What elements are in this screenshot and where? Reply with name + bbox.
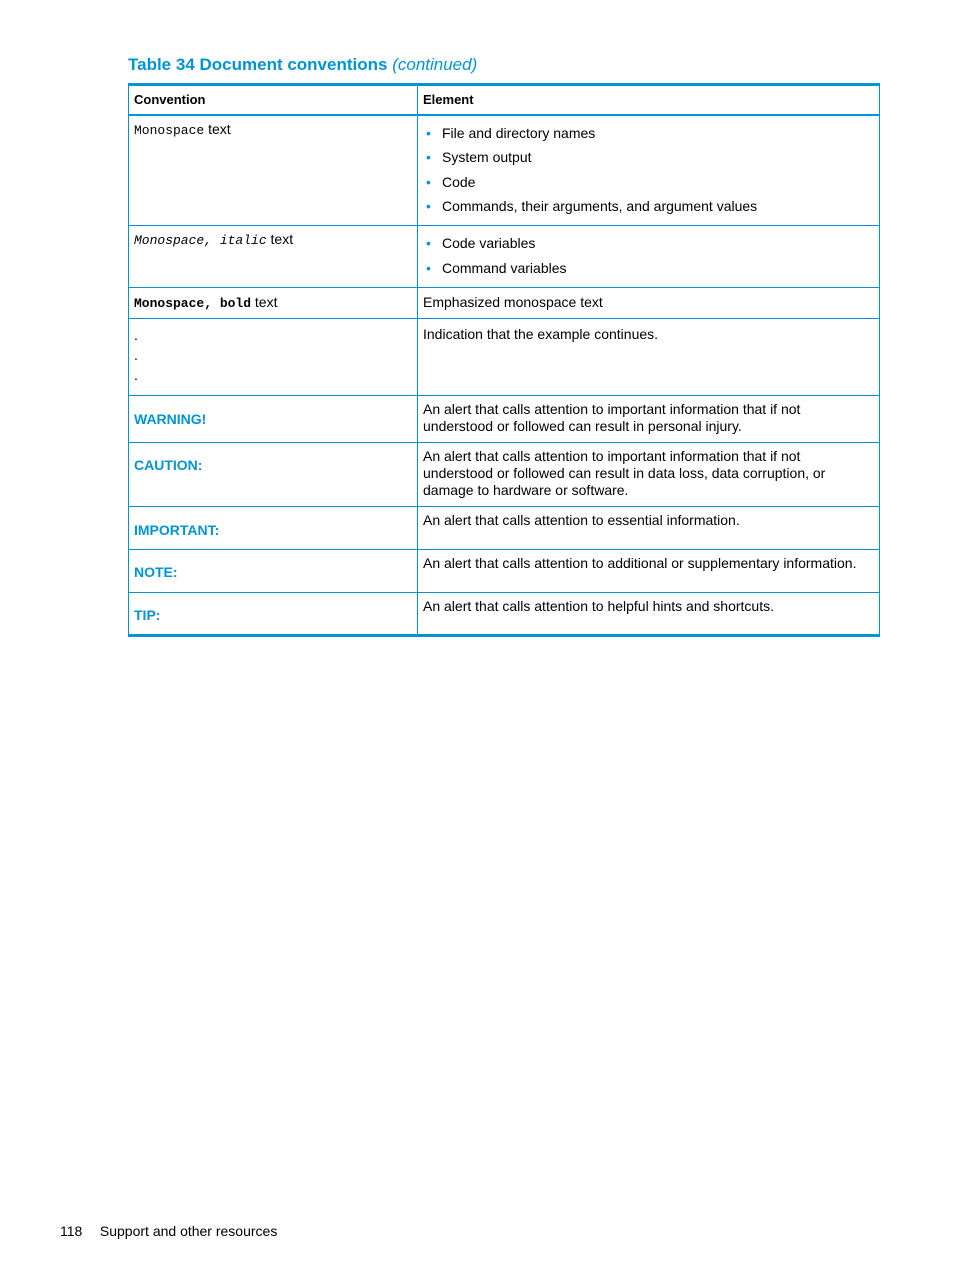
element-cell: Emphasized monospace text <box>418 288 880 319</box>
convention-cell <box>129 396 418 443</box>
list-item <box>423 145 874 170</box>
dot-line: . <box>134 367 138 383</box>
element-cell: Indication that the example continues. <box>418 319 880 396</box>
monospace-italic-sample: Monospace, italic <box>134 233 267 248</box>
convention-cell <box>129 593 418 636</box>
bullet-icon: • <box>426 235 431 251</box>
table-row <box>129 115 880 226</box>
list-item-text: Command variables <box>442 259 567 276</box>
element-cell <box>418 226 880 288</box>
page-number: 118 <box>60 1223 83 1239</box>
table-row <box>129 593 880 636</box>
convention-cell <box>129 443 418 507</box>
element-cell <box>418 115 880 226</box>
list-item <box>423 170 874 195</box>
list-item-text: Code <box>442 173 476 190</box>
bullet-icon: • <box>426 149 431 165</box>
document-conventions-table <box>128 83 880 637</box>
table-row <box>129 443 880 507</box>
dot-line: . <box>134 347 138 363</box>
tip-label: TIP: <box>134 607 161 623</box>
bullet-list <box>423 121 874 219</box>
convention-cell <box>129 507 418 550</box>
bullet-icon: • <box>426 198 431 214</box>
sample-suffix: text <box>208 120 231 137</box>
table-caption <box>128 55 477 75</box>
table-row <box>129 288 880 319</box>
convention-cell <box>129 226 418 288</box>
table-row <box>129 319 880 396</box>
footer-section-title: Support and other resources <box>99 1223 278 1239</box>
convention-cell <box>129 319 418 396</box>
monospace-bold-sample: Monospace, bold <box>134 296 252 311</box>
header-element: Element <box>418 85 880 115</box>
element-cell: An alert that calls attention to essential information. <box>418 507 880 550</box>
element-cell: An alert that calls attention to important information that if not understood or followed can result in personal injury. <box>418 396 880 443</box>
table-continued-note: (continued) <box>392 55 478 74</box>
table-row <box>129 396 880 443</box>
dot-line: . <box>134 327 138 343</box>
list-item <box>423 256 874 281</box>
bullet-list <box>423 231 874 280</box>
bullet-icon: • <box>426 259 431 276</box>
important-label: IMPORTANT: <box>134 522 220 538</box>
monospace-sample: Monospace <box>134 122 205 138</box>
list-item <box>423 121 874 146</box>
element-cell: An alert that calls attention to helpful hints and shortcuts. <box>418 593 880 636</box>
table-header-row <box>129 85 880 115</box>
list-item-text: File and directory names <box>442 124 596 141</box>
list-item-text: Code variables <box>442 235 536 251</box>
element-cell: An alert that calls attention to additional or supplementary information. <box>418 550 880 593</box>
caution-label: CAUTION: <box>134 457 203 473</box>
warning-label: WARNING! <box>134 410 207 427</box>
sample-suffix: text <box>254 294 278 310</box>
list-item-text: Commands, their arguments, and argument values <box>442 198 758 214</box>
ellipsis-dots <box>134 325 412 385</box>
list-item <box>423 231 874 256</box>
convention-cell <box>129 550 418 593</box>
bullet-icon: • <box>426 124 431 141</box>
bullet-icon: • <box>426 173 431 190</box>
table-row <box>129 226 880 288</box>
list-item <box>423 194 874 219</box>
sample-suffix: text <box>270 231 294 247</box>
table-title: Table 34 Document conventions <box>128 55 388 74</box>
table-row <box>129 507 880 550</box>
table-row <box>129 550 880 593</box>
note-label: NOTE: <box>134 564 178 580</box>
element-cell: An alert that calls attention to important information that if not understood or followed can result in data loss, data corruption, or damage to hardware or software. <box>418 443 880 507</box>
page-footer <box>60 1223 277 1239</box>
list-item-text: System output <box>442 149 532 165</box>
header-convention: Convention <box>129 85 418 115</box>
convention-cell <box>129 288 418 319</box>
convention-cell <box>129 115 418 226</box>
